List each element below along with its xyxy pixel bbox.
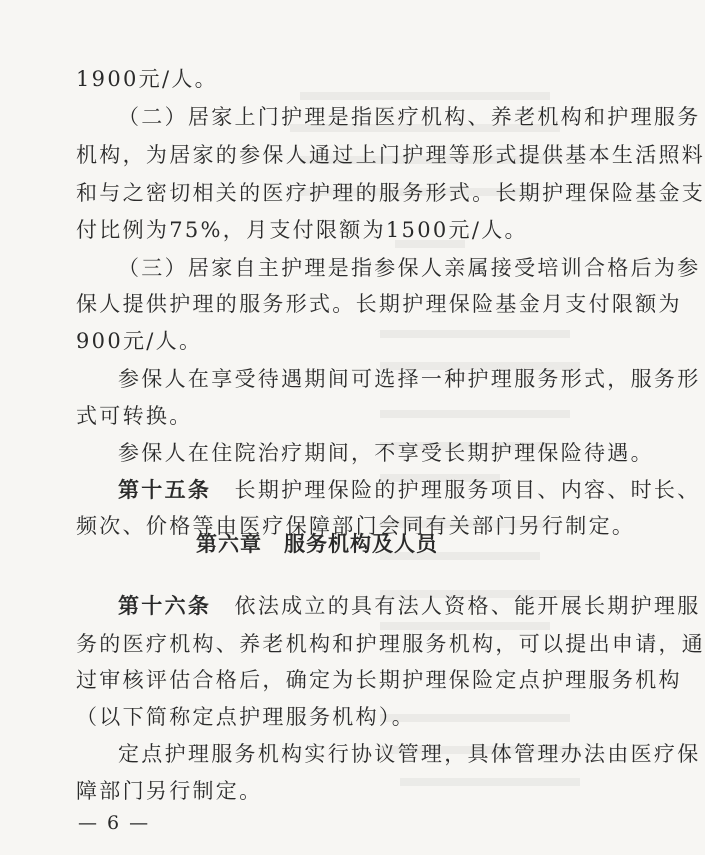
text-line: 长期护理保险的护理服务项目、内容、时长、 bbox=[234, 478, 701, 502]
text-line: 式可转换。 bbox=[76, 404, 193, 428]
text-line: （以下简称定点护理服务机构）。 bbox=[76, 705, 415, 729]
article-15-line bbox=[118, 474, 701, 506]
text-line: 900元/人。 bbox=[76, 329, 203, 353]
text-line: 频次、价格等由医疗保障部门会同有关部门另行制定。 bbox=[76, 514, 636, 538]
text-line: 参保人在享受待遇期间可选择一种护理服务形式，服务形 bbox=[118, 367, 701, 391]
text-line: 保人提供护理的服务形式。长期护理保险基金月支付限额为 bbox=[76, 292, 682, 316]
text-line: 障部门另行制定。 bbox=[76, 779, 263, 803]
text-line: （三）居家自主护理是指参保人亲属接受培训合格后为参 bbox=[118, 256, 701, 280]
text-line: 和与之密切相关的医疗护理的服务形式。长期护理保险基金支 bbox=[76, 181, 705, 205]
text-line: 务的医疗机构、养老机构和护理服务机构，可以提出申请，通 bbox=[76, 632, 705, 656]
article-16-label: 第十六条 bbox=[118, 593, 212, 618]
text-line: 1900元/人。 bbox=[76, 67, 218, 91]
text-line: 定点护理服务机构实行协议管理，具体管理办法由医疗保 bbox=[118, 742, 701, 766]
article-15-label: 第十五条 bbox=[118, 477, 212, 502]
text-line: 参保人在住院治疗期间，不享受长期护理保险待遇。 bbox=[118, 441, 654, 465]
article-16-line bbox=[118, 590, 701, 622]
text-line: 机构，为居家的参保人通过上门护理等形式提供基本生活照料 bbox=[76, 143, 705, 167]
page-number: — 6 — bbox=[78, 812, 151, 834]
text-line: 付比例为75%，月支付限额为1500元/人。 bbox=[76, 218, 528, 242]
text-line: （二）居家上门护理是指医疗机构、养老机构和护理服务 bbox=[118, 105, 701, 129]
text-line: 过审核评估合格后，确定为长期护理保险定点护理服务机构 bbox=[76, 668, 682, 692]
text-line: 依法成立的具有法人资格、能开展长期护理服 bbox=[234, 594, 701, 618]
chapter-heading: 第六章 服务机构及人员 bbox=[196, 531, 438, 556]
